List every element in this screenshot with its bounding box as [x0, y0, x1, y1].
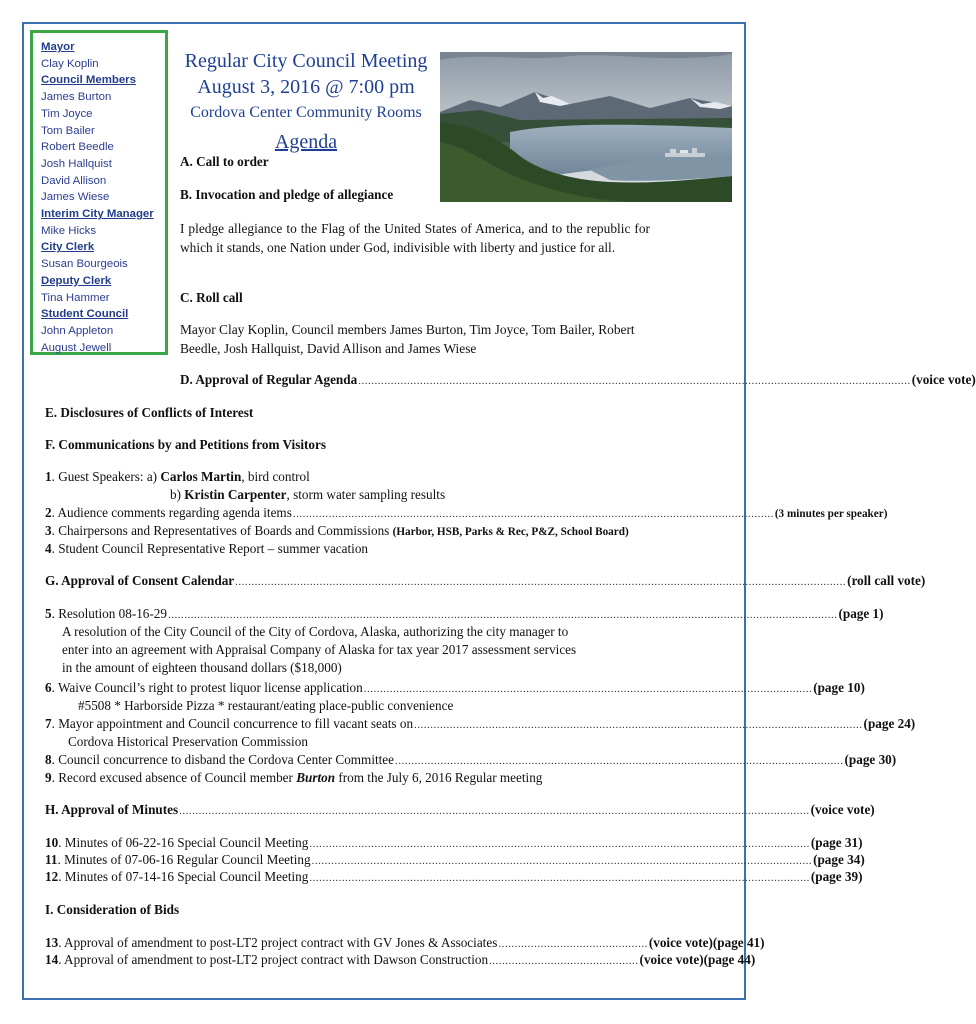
- liquor-license-desc: #5508 * Harborside Pizza * restaurant/eating place-public convenience: [78, 698, 454, 713]
- item-12-minutes: [45, 868, 863, 887]
- item-e-disclosures: E. Disclosures of Conflicts of Interest: [45, 405, 254, 420]
- page-ref: (page 10): [813, 680, 865, 695]
- leader-dots: ..............................................: [498, 938, 648, 950]
- leader-dots: ..........................................................................................................................................................: [309, 838, 810, 850]
- page-ref: (page 31): [810, 835, 863, 850]
- item-text: . Approval of amendment to post-LT2 project contract with GV Jones & Associates: [58, 935, 498, 950]
- landscape-photo: [440, 52, 732, 202]
- meeting-header: [172, 48, 440, 156]
- item-text: . Minutes of 07-06-16 Regular Council Meeting: [57, 852, 311, 867]
- item-number: 5: [45, 606, 52, 621]
- item-text: . Guest Speakers: a): [51, 469, 161, 484]
- item-text: . Student Council Representative Report – summer vacation: [51, 541, 369, 556]
- item-7-mayor-appointment: [45, 715, 916, 734]
- roster-person: James Wiese: [41, 191, 110, 204]
- item-note: (Harbor, HSB, Parks & Rec, P&Z, School Board): [392, 526, 629, 538]
- item-1b-speaker: [170, 486, 445, 503]
- item-number: 11: [45, 852, 58, 867]
- roster-person: Tina Hammer: [41, 291, 110, 304]
- roster-role: Student Council: [41, 308, 129, 321]
- roster-person: Tom Bailer: [41, 124, 95, 137]
- item-text: . Audience comments regarding agenda items: [51, 505, 292, 520]
- page-ref: (page 34): [813, 852, 865, 867]
- item-5-resolution: [45, 605, 884, 624]
- leader-dots: ..........................................................................................................................................................................: [358, 375, 911, 387]
- item-number: 3: [45, 523, 52, 538]
- item-text: . Council concurrence to disband the Cordova Center Committee: [51, 752, 395, 767]
- speaker-topic: , storm water sampling results: [286, 487, 446, 502]
- leader-dots: ..........................................................................................................................................................: [309, 872, 810, 884]
- roster-person: Mike Hicks: [41, 224, 97, 237]
- appointment-desc: Cordova Historical Preservation Commission: [68, 734, 308, 749]
- item-g-label: G. Approval of Consent Calendar: [45, 573, 235, 588]
- roster-person: Tim Joyce: [41, 107, 93, 120]
- roster-role: Mayor: [41, 41, 75, 53]
- roster-person: Susan Bourgeois: [41, 258, 128, 271]
- item-a-call-to-order: A. Call to order: [180, 154, 269, 169]
- item-g-consent-calendar: [45, 572, 926, 591]
- roster-person: August Jewell: [41, 341, 112, 354]
- item-g-vote: (roll call vote): [847, 573, 926, 588]
- item-number: 2: [45, 505, 52, 520]
- leader-dots: ..........................................................................................................................................................: [311, 855, 813, 867]
- item-3-chairpersons: [45, 522, 629, 541]
- item-number: 4: [45, 541, 52, 556]
- council-member-name: Burton: [296, 770, 336, 785]
- item-4-student-council: [45, 540, 368, 557]
- leader-dots: ..........................................................................................................................................: [363, 683, 813, 695]
- leader-dots: ..............................................................................................................................................................................................................: [167, 609, 838, 621]
- item-d-vote: (voice vote): [911, 372, 976, 387]
- meeting-date: August 3, 2016 @ 7:00 pm: [197, 76, 415, 98]
- roster-role: Deputy Clerk: [41, 274, 112, 287]
- item-i-consideration-bids: I. Consideration of Bids: [45, 902, 180, 917]
- item-number: 12: [45, 869, 59, 884]
- resolution-desc-line-1: A resolution of the City Council of the City of Cordova, Alaska, authorizing the city manager to: [62, 624, 569, 639]
- meeting-title: Regular City Council Meeting: [184, 50, 428, 72]
- leader-dots: ..........................................................................................................................................: [414, 719, 863, 731]
- page-ref: (page 24): [863, 716, 916, 731]
- page-ref: (page 39): [810, 869, 863, 884]
- item-d-label: D. Approval of Regular Agenda: [180, 372, 358, 387]
- item-number: 14: [45, 952, 59, 967]
- item-text-rest: from the July 6, 2016 Regular meeting: [335, 770, 543, 785]
- leader-dots: ..........................................................................................................................................: [395, 755, 844, 767]
- item-f-communications: F. Communications by and Petitions from Visitors: [45, 437, 326, 452]
- resolution-desc-line-3: in the amount of eighteen thousand dollars ($18,000): [62, 660, 342, 675]
- agenda-heading: Agenda: [274, 131, 338, 153]
- council-roster: [30, 30, 168, 355]
- roster-person: David Allison: [41, 174, 107, 187]
- roll-call-text: Mayor Clay Koplin, Council members James Burton, Tim Joyce, Tom Bailer, Robert Beedle, Josh Hallquist, David Allison and James Wiese: [180, 322, 635, 356]
- item-text: . Minutes of 07-14-16 Special Council Meeting: [58, 869, 309, 884]
- item-number: 10: [45, 835, 59, 850]
- leader-dots: ............................................................................................................................................................................................: [235, 576, 847, 588]
- item-h-vote: (voice vote): [810, 802, 875, 817]
- item-c-roll-call: C. Roll call: [180, 290, 243, 305]
- item-letter: b): [170, 487, 185, 502]
- landscape-photo-image: [440, 52, 732, 202]
- item-d-approval-agenda: [180, 371, 976, 390]
- item-number: 7: [45, 716, 52, 731]
- item-9-excused-absence: [45, 769, 542, 786]
- item-number: 9: [45, 770, 52, 785]
- resolution-desc-line-2: enter into an agreement with Appraisal Company of Alaska for tax year 2017 assessment services: [62, 642, 577, 657]
- item-number: 6: [45, 680, 52, 695]
- item-14-amendment: [45, 951, 756, 970]
- roster-person: John Appleton: [41, 324, 114, 337]
- item-text: . Record excused absence of Council member: [51, 770, 297, 785]
- item-6-liquor-license: [45, 679, 865, 698]
- page-ref: (page 1): [838, 606, 884, 621]
- item-number: 13: [45, 935, 59, 950]
- roster-role: Interim City Manager: [41, 208, 154, 221]
- item-8-disband-committee: [45, 751, 897, 770]
- item-b-invocation: B. Invocation and pledge of allegiance: [180, 187, 394, 202]
- item-h-approval-minutes: [45, 801, 875, 820]
- roster-person: James Burton: [41, 91, 112, 104]
- item-number: 1: [45, 469, 52, 484]
- item-text: . Approval of amendment to post-LT2 project contract with Dawson Construction: [58, 952, 489, 967]
- roster-person: Clay Koplin: [41, 57, 99, 70]
- item-text: . Resolution 08-16-29: [51, 606, 167, 621]
- item-number: 8: [45, 752, 52, 767]
- page-ref: (voice vote)(page 44): [639, 952, 756, 967]
- speaker-topic: , bird control: [241, 469, 310, 484]
- roster-role: Council Members: [41, 74, 136, 87]
- leader-dots: ....................................................................................................................................................: [292, 508, 774, 520]
- item-text: . Chairpersons and Representatives of Boards and Commissions: [51, 523, 393, 538]
- roster-person: Robert Beedle: [41, 141, 114, 154]
- pledge-text: I pledge allegiance to the Flag of the United States of America, and to the republic for which it stands, one Nation under God, indivisible with liberty and justice for all.: [180, 221, 650, 255]
- speaker-name: Carlos Martin: [160, 469, 242, 484]
- item-1-guest-speakers: [45, 468, 310, 485]
- item-h-label: H. Approval of Minutes: [45, 802, 179, 817]
- leader-dots: ..............................................: [489, 955, 639, 967]
- item-text: . Waive Council’s right to protest liquor license application: [51, 680, 363, 695]
- roster-person: Josh Hallquist: [41, 157, 112, 170]
- meeting-location: Cordova Center Community Rooms: [190, 104, 422, 121]
- speaker-name: Kristin Carpenter: [184, 487, 287, 502]
- item-note: (3 minutes per speaker): [774, 508, 888, 520]
- item-text: . Minutes of 06-22-16 Special Council Meeting: [58, 835, 309, 850]
- item-text: . Mayor appointment and Council concurrence to fill vacant seats on: [51, 716, 414, 731]
- roster-role: City Clerk: [41, 241, 95, 254]
- item-2-audience-comments: [45, 504, 888, 523]
- page-ref: (page 30): [844, 752, 897, 767]
- page-ref: (voice vote)(page 41): [648, 935, 765, 950]
- leader-dots: ..................................................................................................................................................................................................: [179, 805, 810, 817]
